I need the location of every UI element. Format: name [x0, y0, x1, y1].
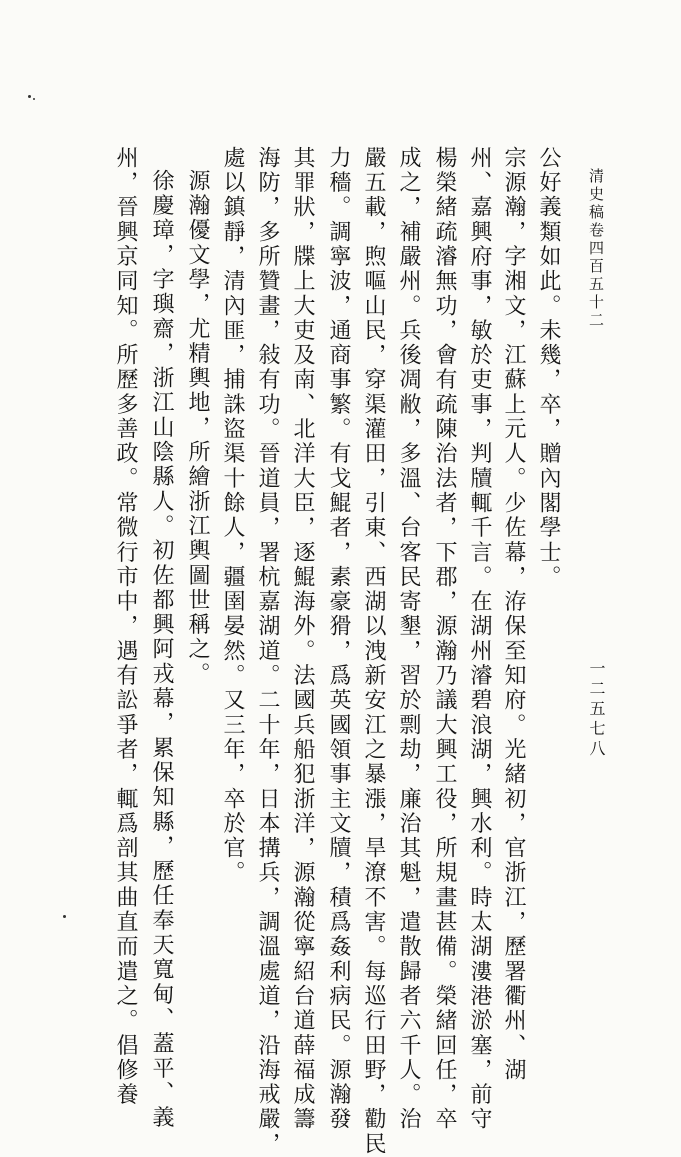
text-column-11: 源瀚優文學，尤精輿地，所繪浙江輿圖世稱之。 [185, 169, 210, 687]
text-column-8: 其罪狀，牒上大吏及南、北洋大臣，逐鯤海外。法國兵船犯浙洋，源瀚從寧紹台道薛福成籌 [290, 146, 315, 1132]
scan-speck [63, 915, 66, 918]
text-column-10: 處以鎮靜，清內匪，捕誅盜渠十餘人，疆圉晏然。又三年，卒於官。 [220, 146, 245, 886]
text-column-1: 公好義類如此。未幾，卒，贈內閣學士。 [536, 146, 561, 590]
running-header: 清史稿卷四百五十二 [587, 168, 605, 330]
text-column-12: 徐慶璋，字璵齋，浙江山陰縣人。初佐都興阿戎幕，累保知縣，歷任奉天寬甸、蓋平、義 [149, 169, 174, 1131]
text-column-2: 宗源瀚，字湘文，江蘇上元人。少佐幕，洊保至知府。光緒初，官浙江，歷署衢州、湖 [501, 146, 526, 1083]
text-column-5: 成之，補嚴州。兵後凋敝，多溫、台客民寄墾，習於剽劫，廉治其魁，遣散歸者六千人。治 [396, 146, 421, 1132]
scan-speck [28, 95, 31, 98]
text-column-6: 嚴五載，煦嘔山民，穿渠灌田，引東、西湖以洩新安江之暴漲，旱潦不害。每巡行田野，勸民 [361, 146, 386, 1157]
text-column-13: 州，晉興京同知。所歷多善政。常微行市中，遇有訟爭者，輒爲剖其曲直而遣之。倡修養 [113, 146, 138, 1108]
scan-speck [33, 98, 35, 100]
text-column-3: 州、嘉興府事，敏於吏事，判牘輒千言。在湖州濬碧浪湖，興水利。時太湖漊港淤塞，前守 [467, 146, 492, 1132]
text-column-9: 海防，多所贊畫，敍有功。晉道員，署杭嘉湖道。二十年，日本搆兵，調溫處道，沿海戒嚴， [255, 146, 280, 1157]
page-number: 一二五七八 [587, 660, 606, 760]
text-column-7: 力穡。調寧波，通商事繁。有戈鯤者，素豪猾，爲英國領事主文牘，積爲姦利病民。源瀚發 [326, 146, 351, 1132]
text-column-4: 楊榮緒疏濬無功，會有疏陳治法者，下郡，源瀚乃議大興工役，所規畫甚備。榮緒回任，卒 [432, 146, 457, 1132]
